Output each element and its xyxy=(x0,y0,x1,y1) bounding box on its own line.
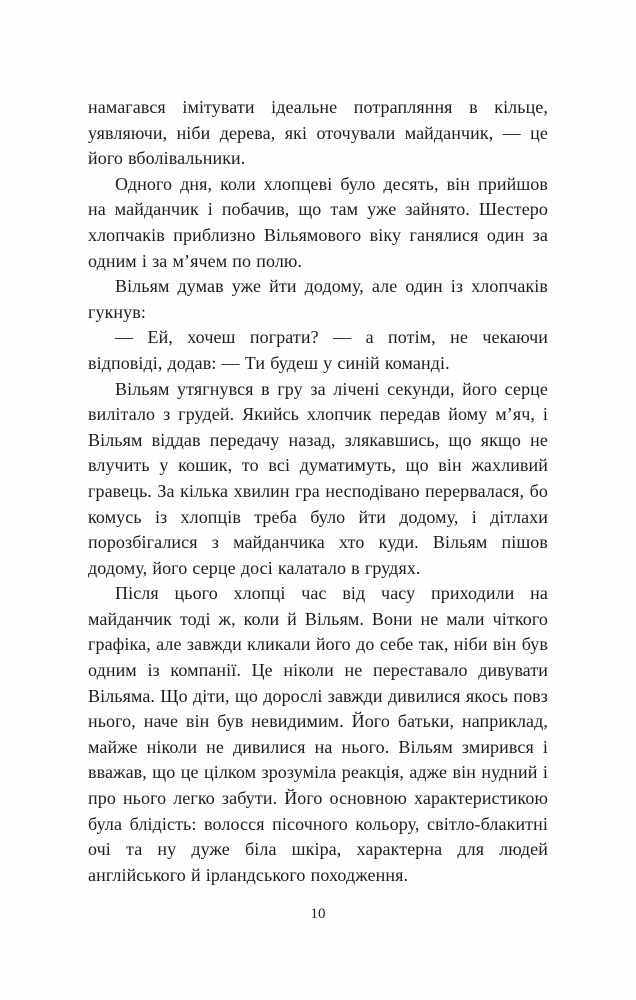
page-number: 10 xyxy=(310,906,326,922)
text-block xyxy=(88,95,548,888)
paragraph: Вільям утягнувся в гру за лічені секунди, його серце вилітало з грудей. Якийсь хлопчик передав йому м’яч, і Вільям віддав передачу назад, злякавшись, що якщо не влучить у кошик, то всі думатимуть, що він жахливий гравець. За кілька хвилин гра несподівано перервалася, бо комусь із хлопців треба було йти додому, і дітлахи порозбігалися з майданчика хто куди. Вільям пішов додому, його серце досі калатало в грудях. xyxy=(88,378,548,578)
paragraph: Після цього хлопці час від часу приходили на майданчик тоді ж, коли й Вільям. Вони не мали чіткого графіка, але завжди кликали його до себе так, ніби він був одним із компанії. Це ніколи не переставало дивувати Вільяма. Що діти, що дорослі завжди дивилися якось повз нього, наче він був невидимим. Його батьки, наприклад, майже ніколи не дивилися на нього. Вільям змирився і вважав, що це цілком зрозуміла реакція, адже він нудний і про нього легко забути. Його основною характеристикою була блідість: волосся пісочного кольору, світло-блакитні очі та ну дуже біла шкіра, характерна для людей англійського й ірландського походження. xyxy=(88,583,548,885)
paragraph: — Ей, хочеш пограти? — а потім, не чекаючи відповіді, додав: — Ти будеш у синій команді. xyxy=(88,327,548,373)
paragraph: Вільям думав уже йти додому, але один із хлопчаків гукнув: xyxy=(88,276,548,322)
paragraph: намагався імітувати ідеальне потрапляння в кільце, уявляючи, ніби дерева, які оточували майданчик, — це його вболівальники. xyxy=(88,97,548,169)
paragraph: Одного дня, коли хлопцеві було десять, він прийшов на майданчик і побачив, що там уже зайнято. Шестеро хлопчаків приблизно Вільямового віку ганялися один за одним і за м’ячем по полю. xyxy=(88,173,548,271)
